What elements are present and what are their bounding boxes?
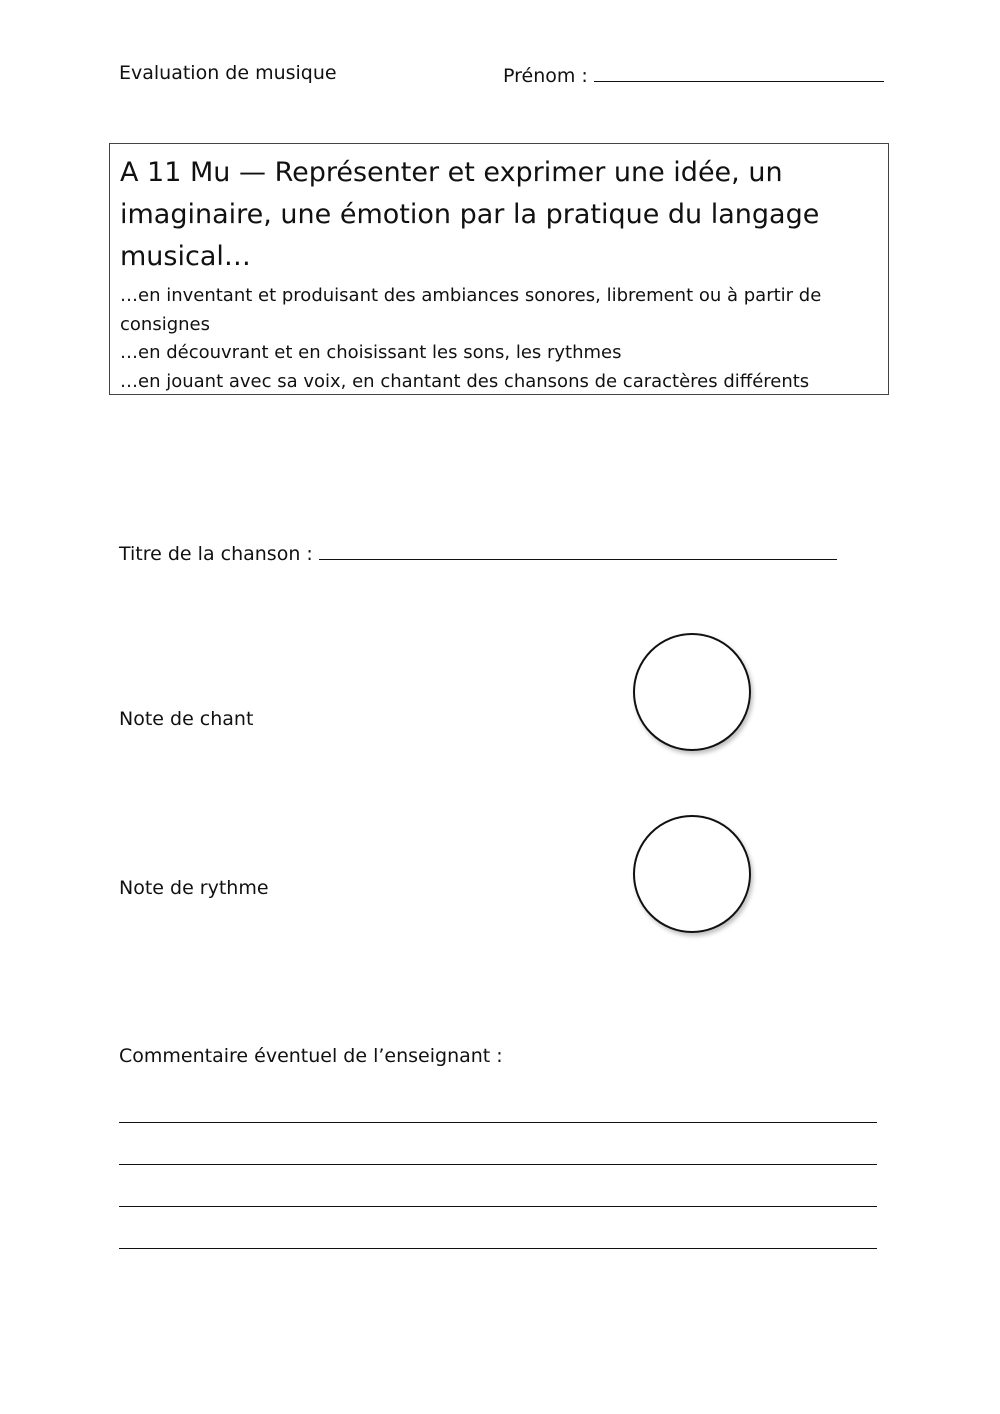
rythme-grade-circle[interactable] — [633, 815, 751, 933]
document-title: Evaluation de musique — [119, 62, 337, 84]
competence-line: …en jouant avec sa voix, en chantant des chansons de caractères différents — [120, 370, 810, 392]
name-label: Prénom : — [503, 65, 588, 87]
competence-line: …en découvrant et en choisissant les sons, les rythmes — [120, 342, 622, 363]
competence-title: A 11 Mu — Représenter et exprimer une idée, un imaginaire, une émotion par la pratique du langage musical… — [120, 157, 820, 272]
competence-box — [109, 143, 889, 395]
rythme-grade-label: Note de rythme — [119, 877, 269, 899]
comment-blank-line[interactable] — [119, 1206, 877, 1207]
name-blank-line[interactable] — [594, 62, 884, 82]
comment-blank-line[interactable] — [119, 1248, 877, 1249]
chant-grade-label: Note de chant — [119, 708, 254, 730]
song-title-label: Titre de la chanson : — [119, 543, 313, 565]
comment-blank-line[interactable] — [119, 1164, 877, 1165]
song-title-field[interactable] — [119, 540, 837, 565]
chant-grade-circle[interactable] — [633, 633, 751, 751]
comment-label: Commentaire éventuel de l’enseignant : — [119, 1045, 503, 1067]
song-title-blank-line[interactable] — [319, 540, 837, 560]
comment-blank-line[interactable] — [119, 1122, 877, 1123]
name-field[interactable] — [503, 62, 884, 87]
competence-list — [120, 282, 878, 396]
competence-line: …en inventant et produisant des ambiances sonores, librement ou à partir de consignes — [120, 285, 822, 335]
